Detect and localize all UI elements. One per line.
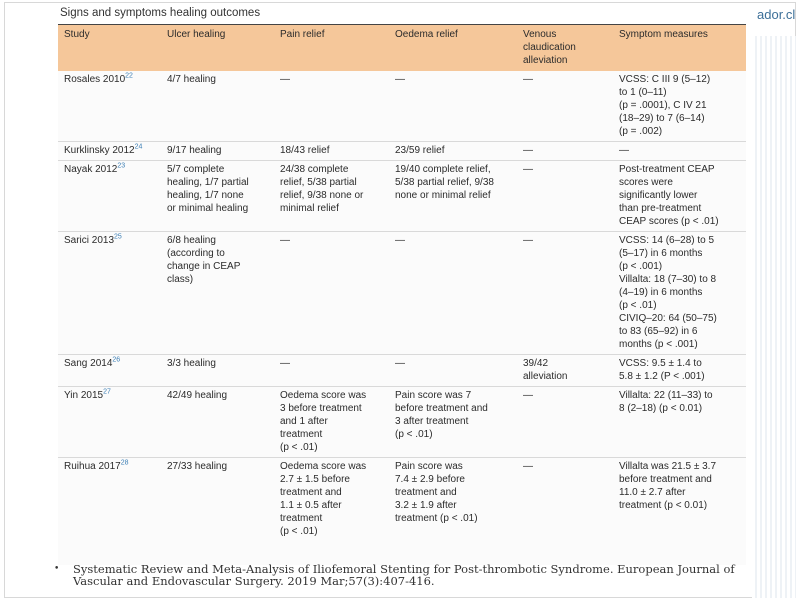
symptom-measures-cell: VCSS: 9.5 ± 1.4 to 5.8 ± 1.2 (P < .001) <box>613 355 746 387</box>
oedema-relief-cell: 19/40 complete relief, 5/38 partial relief, 9/38 none or minimal relief <box>389 161 517 232</box>
study-cell <box>58 387 161 458</box>
study-cell <box>58 458 161 542</box>
study-name: Rosales 2010 <box>64 74 126 85</box>
pain-relief-cell: 18/43 relief <box>274 142 389 161</box>
symptom-measures-cell: Villalta: 22 (11‒33) to 8 (2‒18) (p < 0.01) <box>613 387 746 458</box>
table-row <box>58 232 746 355</box>
study-name: Sang 2014 <box>64 358 113 369</box>
decorative-stripes <box>752 36 796 598</box>
column-header-venous-claudication: Venous claudication alleviation <box>517 25 613 71</box>
reference-number: 22 <box>125 72 133 80</box>
ulcer-healing-cell: 4/7 healing <box>161 71 274 142</box>
study-cell <box>58 355 161 387</box>
venous-claudication-cell: 39/42 alleviation <box>517 355 613 387</box>
symptom-measures-cell: — <box>613 142 746 161</box>
oedema-relief-cell: — <box>389 71 517 142</box>
venous-claudication-cell: — <box>517 161 613 232</box>
ulcer-healing-cell: 3/3 healing <box>161 355 274 387</box>
study-name: Kurklinsky 2012 <box>64 145 135 156</box>
pain-relief-cell: — <box>274 355 389 387</box>
pain-relief-cell: Oedema score was 2.7 ± 1.5 before treatment and 1.1 ± 0.5 after treatment (p < .01) <box>280 461 367 537</box>
table-header-row <box>58 25 746 71</box>
study-name: Ruihua 2017 <box>64 461 121 472</box>
pain-relief-cell: Oedema score was 3 before treatment and 1 after treatment (p < .01) <box>274 387 389 458</box>
reference-number: 27 <box>103 388 111 396</box>
oedema-relief-cell: 23/59 relief <box>389 142 517 161</box>
reference-number: 23 <box>117 162 126 170</box>
study-cell <box>58 161 161 232</box>
study-name: Sarici 2013 <box>64 235 115 246</box>
symptom-measures-cell: VCSS: C III 9 (5‒12) to 1 (0‒11) (p = .0001), C IV 21 (18‒29) to 7 (6‒14) (p = .002) <box>613 71 746 142</box>
venous-claudication-cell: — <box>517 71 613 142</box>
table-row <box>58 355 746 387</box>
study-cell <box>58 142 161 161</box>
symptom-measures-cell: Post-treatment CEAP scores were significantly lower than pre-treatment CEAP scores (p < .01) <box>613 161 746 232</box>
table-row <box>58 71 746 142</box>
table-title: Signs and symptoms healing outcomes <box>60 7 261 19</box>
ulcer-healing-cell: 5/7 complete healing, 1/7 partial healing, 1/7 none or minimal healing <box>161 161 274 232</box>
column-header-symptom-measures: Symptom measures <box>613 25 746 71</box>
reference-number: 24 <box>134 143 143 151</box>
column-header-oedema-relief: Oedema relief <box>389 25 517 71</box>
bullet-icon: • <box>54 564 60 574</box>
reference-number: 28 <box>120 459 129 467</box>
pain-relief-cell: — <box>274 71 389 142</box>
reference-number: 26 <box>112 356 121 364</box>
column-header-pain-relief: Pain relief <box>274 25 389 71</box>
oedema-relief-cell: — <box>389 232 517 355</box>
study-cell <box>58 71 161 142</box>
table-row <box>58 458 746 542</box>
ulcer-healing-cell: 6/8 healing (according to change in CEAP class) <box>161 232 274 355</box>
oedema-relief-cell: — <box>389 355 517 387</box>
pain-relief-cell: — <box>274 232 389 355</box>
outcomes-table <box>58 25 746 541</box>
venous-claudication-cell: — <box>517 142 613 161</box>
oedema-relief-cell: Pain score was 7.4 ± 2.9 before treatment and 3.2 ± 1.9 after treatment (p < .01) <box>395 461 478 524</box>
symptom-measures-cell: VCSS: 14 (6‒28) to 5 (5‒17) in 6 months (p < .001) Villalta: 18 (7‒30) to 8 (4‒19) in 6 months (p < .01) CIVIQ‒20: 64 (50‒75) to 83 (65‒92) in 6 months (p < .001) <box>613 232 746 355</box>
study-name: Nayak 2012 <box>64 164 118 175</box>
column-header-study: Study <box>58 25 161 71</box>
venous-claudication-cell: — <box>517 232 613 355</box>
logo-text: ador.cl <box>757 7 796 22</box>
reference-number: 25 <box>114 233 122 241</box>
table-row <box>58 161 746 232</box>
pain-relief-cell: 24/38 complete relief, 5/38 partial relief, 9/38 none or minimal relief <box>274 161 389 232</box>
ulcer-healing-cell: 42/49 healing <box>161 387 274 458</box>
column-header-ulcer-healing: Ulcer healing <box>161 25 274 71</box>
table-row <box>58 142 746 161</box>
study-name: Yin 2015 <box>64 390 104 401</box>
venous-claudication-cell: — <box>517 387 613 458</box>
symptom-measures-cell: Villalta was 21.5 ± 3.7 before treatment and 11.0 ± 2.7 after treatment (p < 0.01) <box>619 461 717 511</box>
ulcer-healing-cell: 27/33 healing <box>167 461 228 472</box>
table-row <box>58 387 746 458</box>
oedema-relief-cell: Pain score was 7 before treatment and 3 after treatment (p < .01) <box>389 387 517 458</box>
study-cell <box>58 232 161 355</box>
ulcer-healing-cell: 9/17 healing <box>161 142 274 161</box>
venous-claudication-cell: — <box>523 461 533 472</box>
citation-text: Systematic Review and Meta-Analysis of Iliofemoral Stenting for Post-thrombotic Syndrome. European Journal of Vascular and Endovascular Surgery. 2019 Mar;57(3):407-416. <box>73 562 735 588</box>
